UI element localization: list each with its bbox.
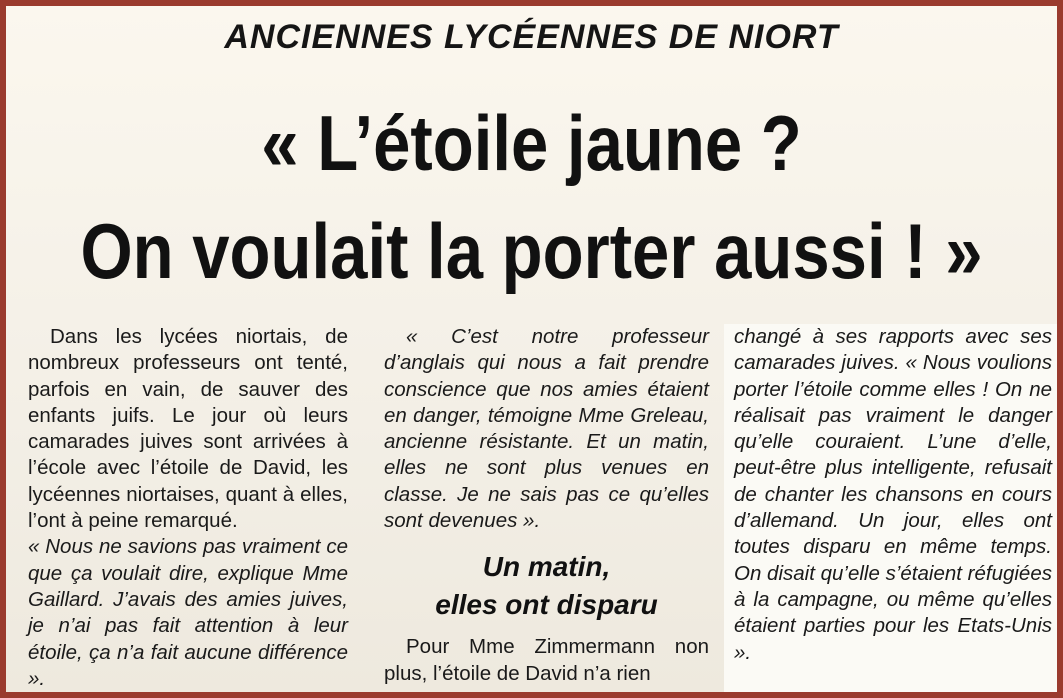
column-3 bbox=[734, 324, 1052, 666]
newspaper-clipping bbox=[6, 6, 1057, 692]
headline-line-2: On voulait la porter aussi ! » bbox=[80, 207, 983, 295]
col1-paragraph-1: Dans les lycées niortais, de nombreux professeurs ont tenté, parfois en vain, de sauver des enfants juifs. Le jour où leurs camarades juives sont arrivées à l’école avec l’étoile de David, les lycéennes niortaises, quant à elles, l’ont à peine remarqué. bbox=[28, 325, 348, 533]
col1-paragraph-2: « Nous ne savions pas vraiment ce que ça voulait dire, explique Mme Gaillard. J’avais des amies juives, je n’ai pas fait attention à leur étoile, ça n’a fait aucune différence ». bbox=[28, 535, 348, 690]
col3-paragraph-1: changé à ses rapports avec ses camarades juives. « Nous voulions porter l’étoile comme elles ! On ne réalisait pas vraiment le danger qu’elle couraient. L’une d’elle, peut-être plus intelligente, refusait de chanter les chansons en cours d’allemand. Un jour, elles ont toutes disparu en même temps. On disait qu’elle s’étaient réfugiées à la campagne, ou même qu’elles étaient parties pour les Etats-Unis ». bbox=[734, 325, 1052, 664]
subheading bbox=[384, 548, 709, 624]
column-2 bbox=[384, 324, 709, 687]
subheading-line-1: Un matin, bbox=[482, 551, 611, 583]
col2-paragraph-2: Pour Mme Zimmermann non plus, l’étoile de David n’a rien bbox=[384, 635, 709, 685]
subheading-line-2: elles ont disparu bbox=[435, 589, 658, 621]
col2-paragraph-1: « C’est notre professeur d’anglais qui nous a fait prendre conscience que nos amies étaient en danger, témoigne Mme Greleau, ancienne résistante. Et un matin, elles ne sont plus venues en classe. Je ne sais pas ce qu’elles sont devenues ». bbox=[384, 325, 709, 533]
kicker: ANCIENNES LYCÉENNES DE NIORT bbox=[224, 18, 839, 56]
column-1 bbox=[28, 324, 348, 692]
headline-line-1: « L’étoile jaune ? bbox=[261, 99, 802, 187]
